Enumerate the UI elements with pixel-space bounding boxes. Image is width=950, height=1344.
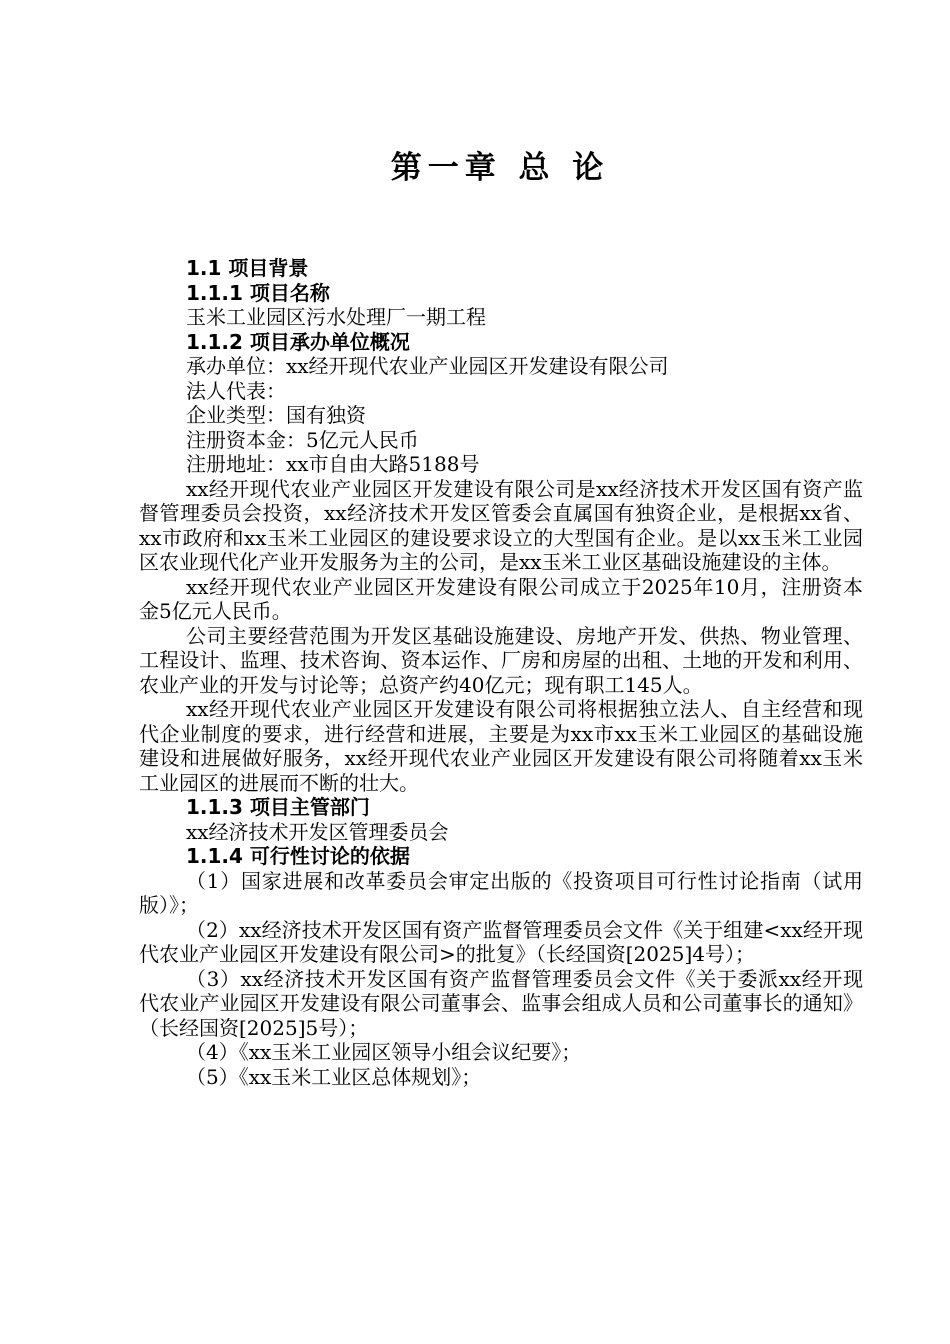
basis-item-1: （1）国家进展和改革委员会审定出版的《投资项目可行性讨论指南（试用版）》； <box>139 868 863 917</box>
section-heading-1-1-2: 1.1.2 项目承办单位概况 <box>186 329 410 354</box>
basis-item-3: （3）xx经济技术开发区国有资产监督管理委员会文件《关于委派xx经开现代农业产业园区开发建设有限公司董事会、监事会组成人员和公司董事长的通知》（长经国资[2025]5号）； <box>139 966 863 1040</box>
project-name: 玉米工业园区污水处理厂一期工程 <box>186 305 486 329</box>
unit-line-enterprise-type: 企业类型：国有独资 <box>186 403 366 427</box>
section-heading-1-1-1: 1.1.1 项目名称 <box>186 280 330 305</box>
section-heading-1-1-4: 1.1.4 可行性讨论的依据 <box>186 844 410 868</box>
paragraph-operation: xx经开现代农业产业园区开发建设有限公司将根据独立法人、自主经营和现代企业制度的要求，进行经营和进展，主要是为xx市xx玉米工业园区的基础设施建设和进展做好服务，xx经开现代农业产业园区开发建设有限公司将随着xx玉米工业园区的进展而不断的壮大。 <box>139 697 863 795</box>
supervising-department: xx经济技术开发区管理委员会 <box>186 819 449 844</box>
section-heading-1-1: 1.1 项目背景 <box>186 256 309 280</box>
basis-item-2: （2）xx经济技术开发区国有资产监督管理委员会文件《关于组建<xx经开现代农业产业园区开发建设有限公司>的批复》（长经国资[2025]4号）； <box>139 917 863 966</box>
chapter-title: 第一章 总 论 <box>390 150 610 186</box>
paragraph-established: xx经开现代农业产业园区开发建设有限公司成立于2025年10月，注册资本金5亿元人民币。 <box>139 574 863 623</box>
document-body <box>139 256 863 1089</box>
basis-item-4: （4）《xx玉米工业园区领导小组会议纪要》； <box>186 1040 582 1064</box>
basis-item-5: （5）《xx玉米工业区总体规划》； <box>186 1064 482 1089</box>
paragraph-company-intro: xx经开现代农业产业园区开发建设有限公司是xx经济技术开发区国有资产监督管理委员会投资，xx经济技术开发区管委会直属国有独资企业，是根据xx省、xx市政府和xx玉米工业园区的建设要求设立的大型国有企业。是以xx玉米工业园区农业现代化产业开发服务为主的公司，是xx玉米工业区基础设施建设的主体。 <box>139 476 863 574</box>
unit-line-registered-address: 注册地址：xx市自由大路5188号 <box>186 452 480 476</box>
section-heading-1-1-3: 1.1.3 项目主管部门 <box>186 795 370 819</box>
unit-line-registered-capital: 注册资本金：5亿元人民币 <box>186 427 419 452</box>
unit-line-organizer: 承办单位：xx经开现代农业产业园区开发建设有限公司 <box>186 354 669 378</box>
unit-line-legal-rep: 法人代表： <box>186 378 286 403</box>
paragraph-business-scope: 公司主要经营范围为开发区基础设施建设、房地产开发、供热、物业管理、工程设计、监理、技术咨询、资本运作、厂房和房屋的出租、土地的开发和利用、农业产业的开发与讨论等；总资产约40亿元；现有职工145人。 <box>139 623 863 697</box>
